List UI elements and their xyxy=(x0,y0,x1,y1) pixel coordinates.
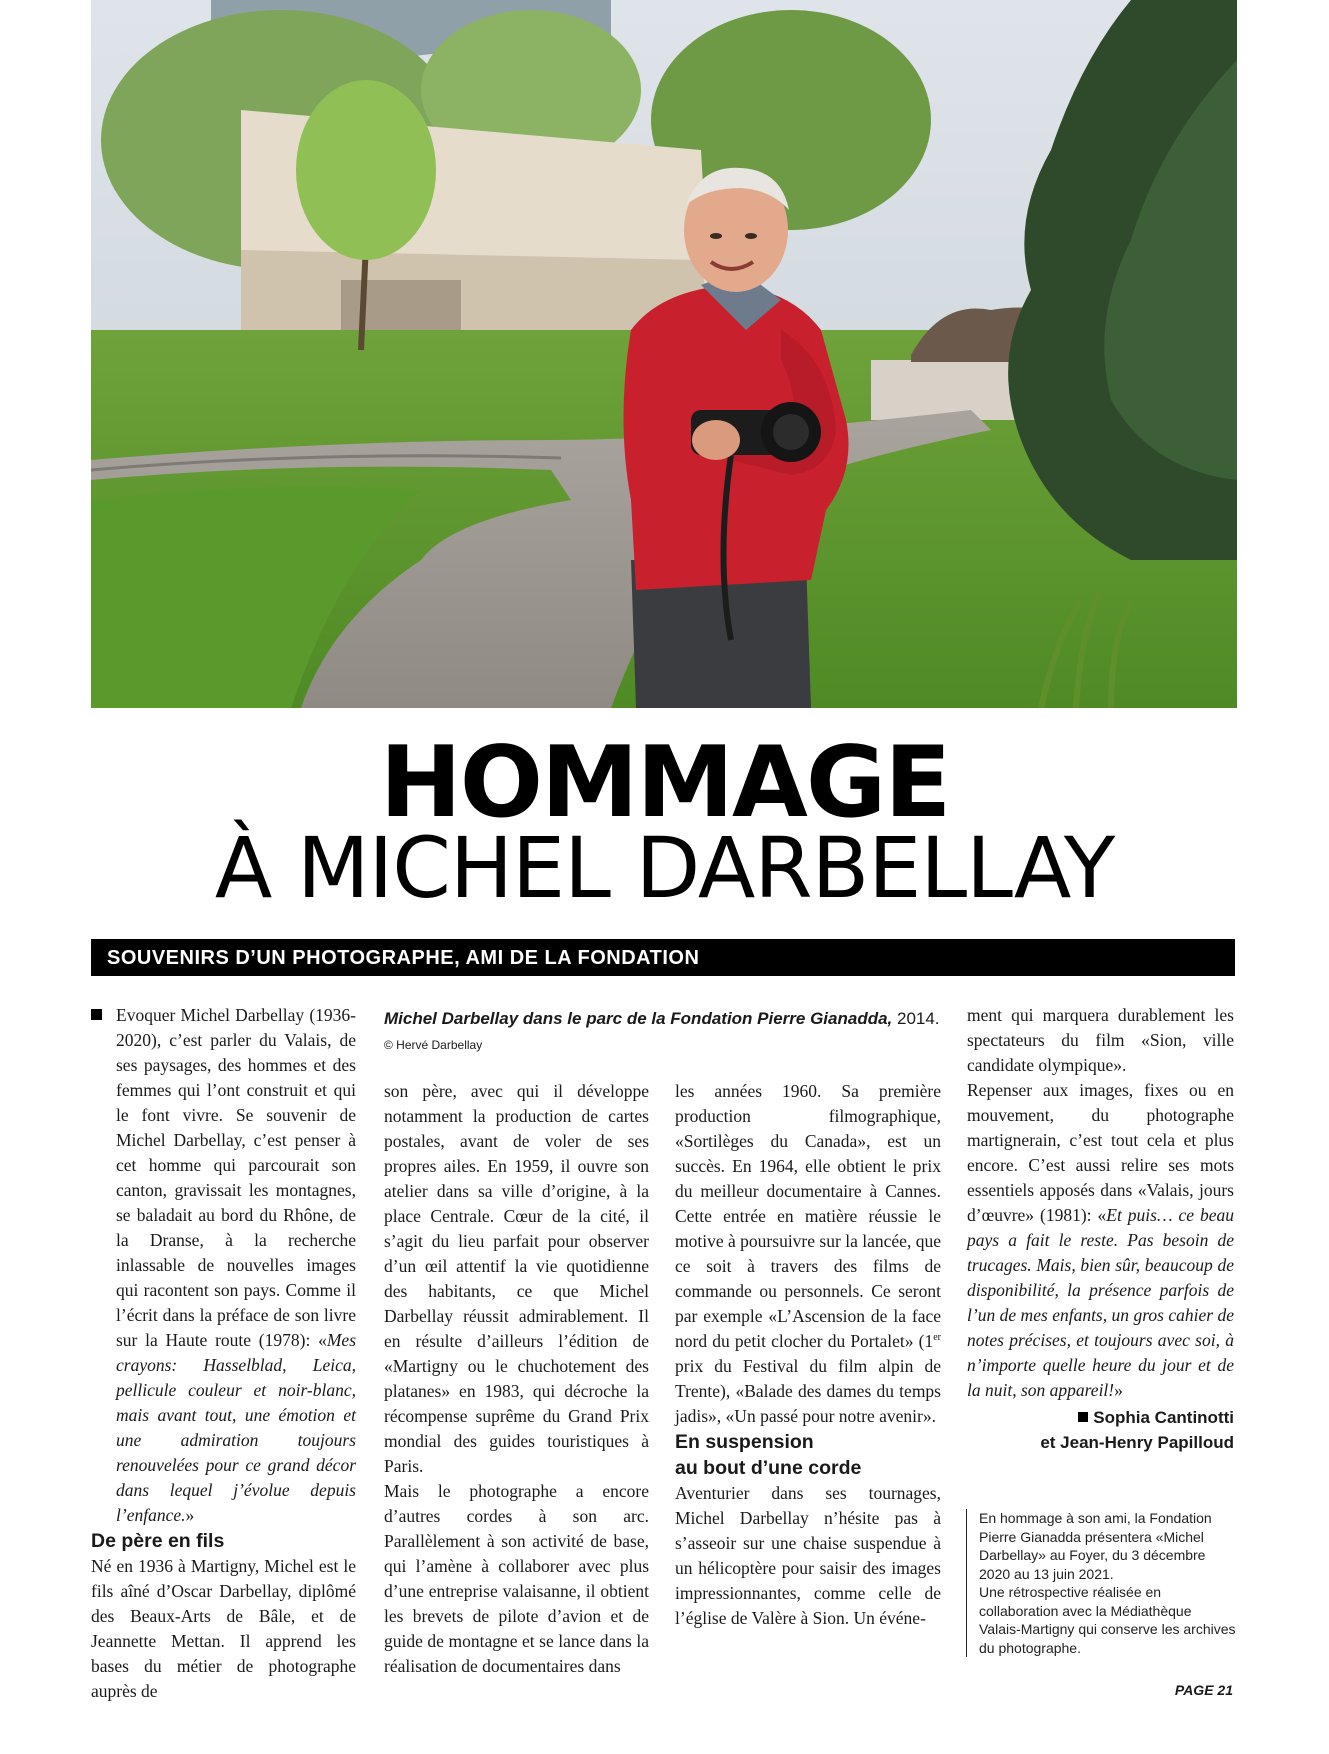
body-paragraph: les années 1960. Sa première production filmographique, «Sortilèges du Canada», est un succès. En 1964, elle obtient le prix du meilleur documentaire à Cannes. Cette entrée en matière réussie le motive à poursuivre sur la lancée, que ce soit à travers des films de commande ou personnels. Ce seront par exemple «L’Ascension de la face nord du petit clocher du Portalet» (1er prix du Festival du film alpin de Trente), «Balade des dames du temps jadis», «Un passé pour notre avenir». xyxy=(675,1081,941,1426)
section-banner xyxy=(91,939,1235,976)
author-signature: Sophia Cantinotti et Jean-Henry Papilloud xyxy=(1040,1408,1234,1452)
quote-text: Mes crayons: Hasselblad, Leica, pellicule couleur et noir-blanc, mais avant tout, une émotion et une admiration toujours renouvelées pour ce grand décor dans lequel j’évolue depuis l’enfance. xyxy=(116,1330,356,1525)
subheading-pere-en-fils: De père en fils xyxy=(91,1530,225,1552)
subheading-suspension: En suspension au bout d’une corde xyxy=(675,1431,862,1479)
body-paragraph: Repenser aux images, fixes ou en mouvement, du photographe martignerain, c’est tout cela et plus encore. C’est aussi relire ses mots essentiels apposés dans «Valais, jours d’œuvre» (1981): «Et puis… ce beau pays a fait le reste. Pas besoin de trucages. Mais, bien sûr, beaucoup de disponibilité, la présence parfois de l’un de mes enfants, un gros cahier de notes précises, et toujours avec soi, à n’importe quelle heure du jour et de la nuit, son appareil!» xyxy=(967,1080,1234,1400)
photo-credit: © Hervé Darbellay xyxy=(384,1038,483,1052)
exhibition-note: En hommage à son ami, la Fondation Pierre Gianadda présentera «Michel Darbellay» au Foyer, du 3 décembre 2020 au 13 juin 2021. Une rétrospective réalisée en collaboration avec la Médiathèque Valais-Martigny qui conserve les archives du photographe. xyxy=(966,1509,1237,1657)
section-square-icon xyxy=(91,1009,102,1020)
caption-year: 2014. xyxy=(892,1009,940,1028)
intro-paragraph: Evoquer Michel Darbellay (1936-2020), c’est parler du Valais, de ses paysages, des hommes et des femmes qui l’ont construit et qui le font vivre. Se souvenir de Michel Darbellay, c’est penser à cet homme qui parcourait son canton, gravissait les montagnes, se baladait au bord du Rhône, de la Dranse, à la recherche inlassable de nouvelles images qui racontent son pays. Comme il l’écrit dans la préface de son livre sur la Haute route (1978): «Mes crayons: Hasselblad, Leica, pellicule couleur et noir-blanc, mais avant tout, une émotion et une admiration toujours renouvelées pour ce grand décor dans lequel j’évolue depuis l’enfance.» xyxy=(91,1003,356,1528)
photo-caption xyxy=(384,1006,944,1058)
quote-text: Et puis… ce beau pays a fait le reste. Pas besoin de trucages. Mais, bien sûr, beaucoup de disponibilité, la présence parfois de l’un de mes enfants, un gros cahier de notes précises, et toujours avec soi, à n’importe quelle heure du jour et de la nuit, son appareil! xyxy=(967,1205,1234,1400)
body-paragraph: son père, avec qui il développe notamment la production de cartes postales, avant de voler de ses propres ailes. En 1959, il ouvre son atelier dans sa ville d’origine, à la place Centrale. Cœur de la cité, il s’agit du lieu parfait pour observer d’un œil attentif la vie quotidienne des habitants, ce que Michel Darbellay réussit admirablement. Il en résulte d’ailleurs l’édition de «Martigny ou le chuchotement des platanes» en 1983, qui décroche la récompense suprême du Grand Prix mondial des guides touristiques à Paris. xyxy=(384,1081,649,1476)
article-photo xyxy=(91,0,1237,708)
column-1 xyxy=(91,1003,356,1704)
article-subtitle: À MICHEL DARBELLAY xyxy=(214,819,1115,917)
caption-text: Michel Darbellay dans le parc de la Fondation Pierre Gianadda, xyxy=(384,1009,893,1028)
signature-square-icon xyxy=(1078,1412,1088,1422)
column-3 xyxy=(675,1079,941,1631)
park-scene-illustration xyxy=(91,0,1237,708)
column-4 xyxy=(967,1003,1234,1455)
body-paragraph: ment qui marquera durablement les spectateurs du film «Sion, ville candidate olympique». xyxy=(967,1005,1234,1075)
body-paragraph: Mais le photographe a encore d’autres cordes à son arc. Parallèlement à son activité de base, qui l’amène à collaborer avec plus d’une entreprise valaisanne, il obtient les brevets de pilote d’avion et de guide de montagne et se lance dans la réalisation de documentaires dans xyxy=(384,1481,649,1676)
banner-text: SOUVENIRS D’UN PHOTOGRAPHE, AMI DE LA FONDATION xyxy=(107,947,700,969)
page-number: PAGE 21 xyxy=(1174,1682,1233,1698)
body-paragraph: Né en 1936 à Martigny, Michel est le fils aîné d’Oscar Darbellay, diplômé des Beaux-Arts de Bâle, et de Jeannette Mettan. Il apprend les bases du métier de photographe auprès de xyxy=(91,1556,356,1701)
article-title: HOMMAGE xyxy=(379,726,950,840)
body-paragraph: Aventurier dans ses tournages, Michel Darbellay n’hésite pas à s’asseoir sur une chaise suspendue à un hélicoptère pour saisir des images impressionnantes, comme celle de l’église de Valère à Sion. Un événe- xyxy=(675,1483,941,1628)
column-2 xyxy=(384,1079,649,1679)
